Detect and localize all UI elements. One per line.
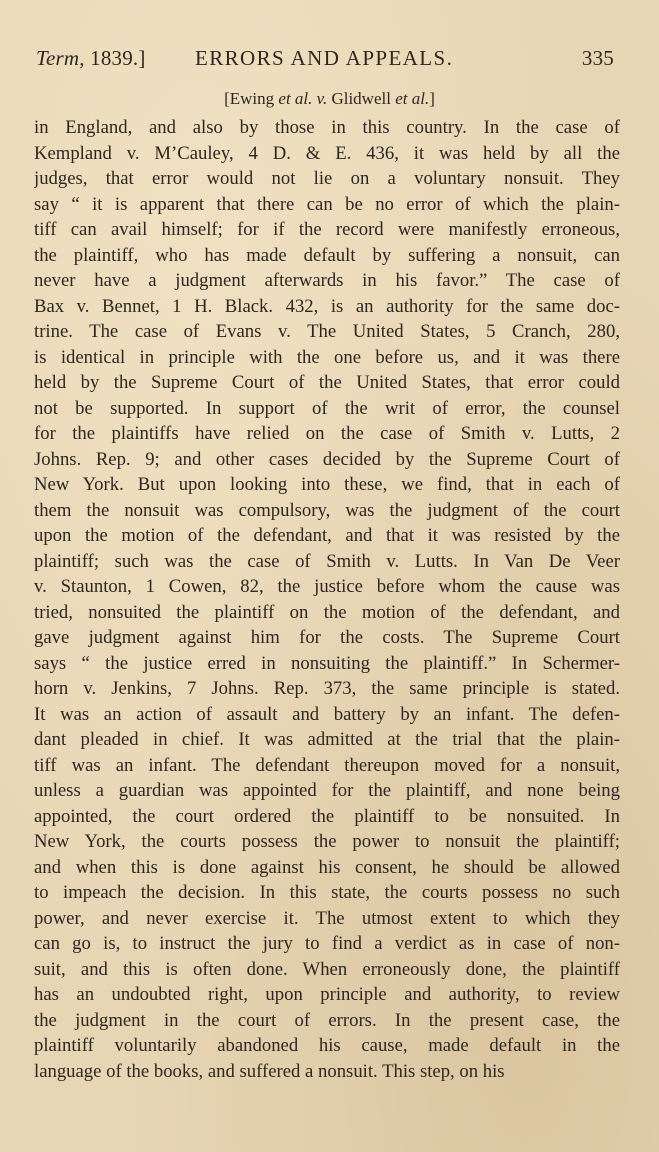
text-line: New York, the courts possess the power to nonsuit the plaintiff; bbox=[34, 831, 620, 852]
text-line: Johns. Rep. 9; and other cases decided by the Supreme Court of bbox=[34, 448, 620, 470]
text-line: them the nonsuit was compulsory, was the judgment of the court bbox=[34, 499, 620, 521]
text-line: New York. But upon looking into these, we find, that in each of bbox=[34, 474, 620, 495]
text-line: gave judgment against him for the costs. The Supreme Court bbox=[34, 627, 620, 648]
text-line: and when this is done against his consent, he should be allowed bbox=[34, 856, 620, 878]
text-line: tiff can avail himself; for if the record were manifestly erroneous, bbox=[34, 219, 620, 240]
text-line: held by the Supreme Court of the United States, that error could bbox=[34, 372, 620, 393]
text-line: in England, and also by those in this country. In the case of bbox=[34, 117, 620, 138]
running-header bbox=[36, 46, 626, 76]
term-label: Term, bbox=[36, 46, 85, 70]
text-line: has an undoubted right, upon principle and authority, to review bbox=[34, 984, 620, 1005]
text-line: v. Staunton, 1 Cowen, 82, the justice before whom the cause was bbox=[34, 576, 620, 597]
text-line: say “ it is apparent that there can be no error of which the plain- bbox=[34, 193, 620, 215]
body-text bbox=[34, 115, 620, 1084]
running-title: ERRORS AND APPEALS. bbox=[195, 46, 454, 70]
text-line: can go is, to instruct the jury to find a verdict as in case of non- bbox=[34, 933, 620, 954]
text-line: tried, nonsuited the plaintiff on the motion of the defendant, and bbox=[34, 601, 620, 623]
text-line: to impeach the decision. In this state, the courts possess no such bbox=[34, 882, 620, 903]
caption-et-al-2: et al. bbox=[395, 89, 430, 108]
text-line: never have a judgment afterwards in his favor.” The case of bbox=[34, 270, 620, 291]
text-line: tiff was an infant. The defendant thereupon moved for a nonsuit, bbox=[34, 754, 620, 776]
caption-et-al-1: et al. bbox=[278, 89, 313, 108]
text-line: appointed, the court ordered the plaintiff to be nonsuited. In bbox=[34, 805, 620, 827]
text-line: judges, that error would not lie on a voluntary nonsuit. They bbox=[34, 168, 620, 189]
caption-versus: v. bbox=[312, 89, 332, 108]
text-line: is identical in principle with the one before us, and it was there bbox=[34, 346, 620, 368]
page-number: 335 bbox=[581, 46, 614, 70]
term-year bbox=[36, 46, 146, 71]
text-line: unless a guardian was appointed for the plaintiff, and none being bbox=[34, 780, 620, 801]
text-line: language of the books, and suffered a nonsuit. This step, on his bbox=[34, 1060, 505, 1082]
text-line: It was an action of assault and battery by an infant. The defen- bbox=[34, 703, 620, 725]
text-line: Kempland v. M’Cauley, 4 D. & E. 436, it was held by all the bbox=[34, 142, 620, 164]
text-line: horn v. Jenkins, 7 Johns. Rep. 373, the same principle is stated. bbox=[34, 678, 620, 699]
text-line: trine. The case of Evans v. The United States, 5 Cranch, 280, bbox=[34, 321, 620, 342]
caption-party: Glidwell bbox=[331, 89, 396, 108]
text-line: the judgment in the court of errors. In the present case, the bbox=[34, 1009, 620, 1031]
text-line: upon the motion of the defendant, and that it was resisted by the bbox=[34, 525, 620, 546]
caption-open: [Ewing bbox=[224, 89, 279, 108]
text-line: power, and never exercise it. The utmost extent to which they bbox=[34, 907, 620, 929]
text-line: for the plaintiffs have relied on the case of Smith v. Lutts, 2 bbox=[34, 423, 620, 444]
text-line: says “ the justice erred in nonsuiting the plaintiff.” In Schermer- bbox=[34, 652, 620, 674]
case-caption bbox=[0, 89, 659, 109]
text-line: not be supported. In support of the writ of error, the counsel bbox=[34, 397, 620, 419]
text-line: the plaintiff, who has made default by suffering a nonsuit, can bbox=[34, 244, 620, 266]
text-line: Bax v. Bennet, 1 H. Black. 432, is an authority for the same doc- bbox=[34, 295, 620, 317]
year-label: 1839.] bbox=[84, 46, 146, 70]
caption-close: ] bbox=[429, 89, 435, 108]
text-line: dant pleaded in chief. It was admitted at the trial that the plain- bbox=[34, 729, 620, 750]
text-line: plaintiff; such was the case of Smith v. Lutts. In Van De Veer bbox=[34, 550, 620, 572]
text-line: suit, and this is often done. When erroneously done, the plaintiff bbox=[34, 958, 620, 980]
text-line: plaintiff voluntarily abandoned his cause, made default in the bbox=[34, 1035, 620, 1056]
